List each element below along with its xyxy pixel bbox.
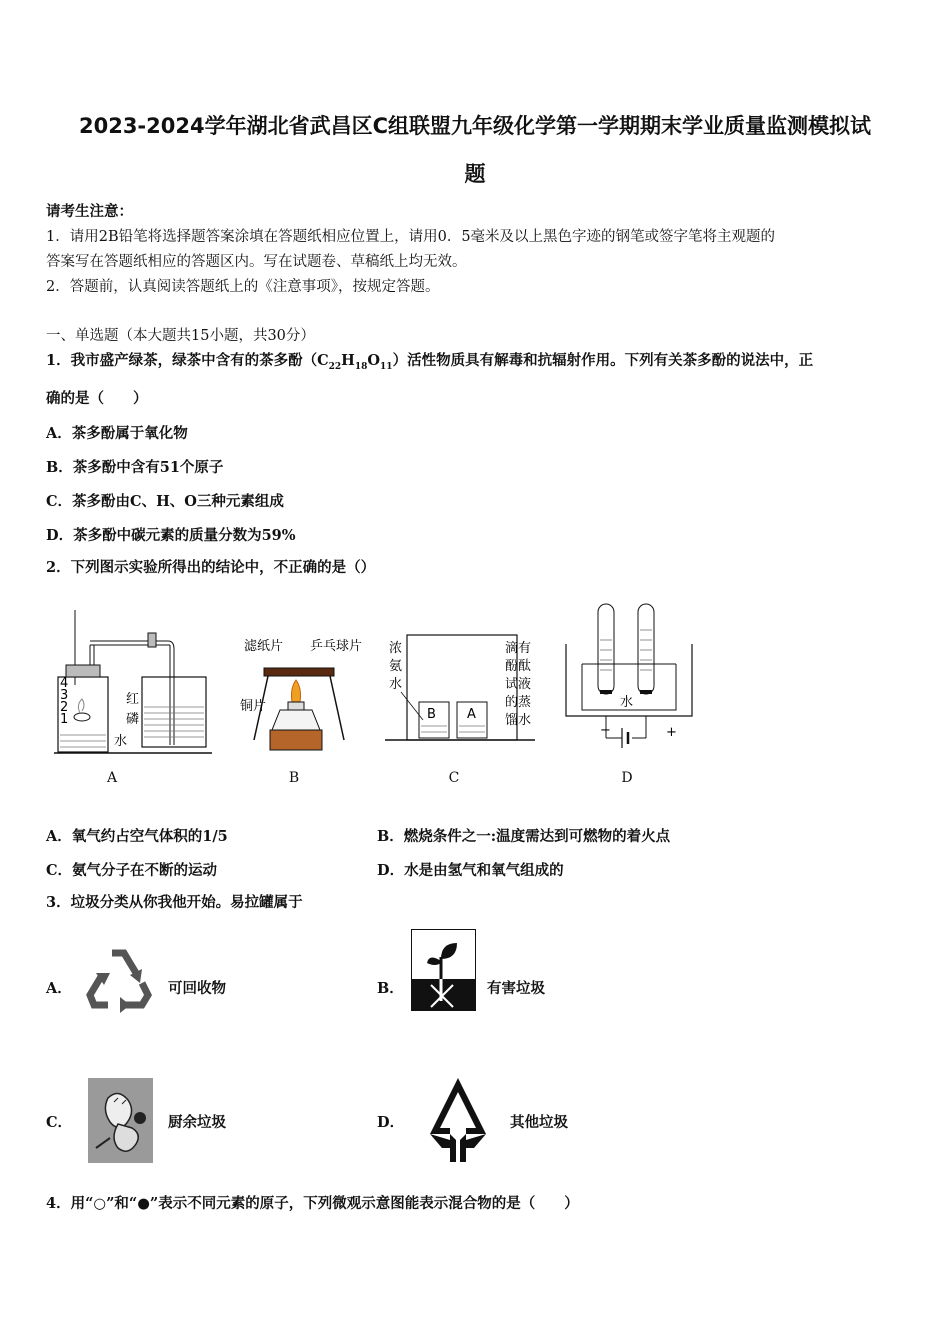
- fig-c-left-3: 水: [389, 677, 403, 692]
- fig-label-a: A: [106, 770, 118, 786]
- figure-c-ammonia: [385, 630, 540, 760]
- q1-formula: $C_{22}H_{18}O_{11}$: [317, 352, 393, 372]
- q1-stem-c: 确的是（ ）: [46, 390, 148, 407]
- fig-c-left-1: 浓: [389, 641, 403, 656]
- q3-option-a-text[interactable]: 可回收物: [168, 980, 226, 997]
- q3-option-d-letter[interactable]: D．: [377, 1114, 405, 1131]
- figure-b-combustion: [240, 630, 380, 760]
- fig-d-label-plus: +: [666, 725, 677, 740]
- q1-option-c[interactable]: C．茶多酚由C、H、O三种元素组成: [46, 493, 284, 510]
- fig-label-c: C: [448, 770, 460, 786]
- figure-a-red-phosphorus: [50, 605, 220, 760]
- q2-option-c[interactable]: C．氨气分子在不断的运动: [46, 862, 218, 879]
- fig-c-right-4: 的蒸: [505, 695, 532, 710]
- q3-option-a-letter[interactable]: A．: [46, 980, 72, 997]
- q3-option-b-letter[interactable]: B．: [377, 980, 404, 997]
- q3-option-b-text[interactable]: 有害垃圾: [487, 980, 545, 997]
- fig-a-tick-1: 1: [60, 712, 69, 727]
- kitchen-waste-icon: [88, 1078, 153, 1163]
- fig-c-right-3: 试液: [505, 677, 532, 692]
- fig-label-b: B: [288, 770, 300, 786]
- fig-c-right-2: 酚酞: [505, 659, 532, 674]
- figure-d-electrolysis: [562, 600, 697, 750]
- q1-option-b[interactable]: B．茶多酚中含有51个原子: [46, 459, 224, 476]
- fig-b-label-pingpong: 乒乓球片: [310, 639, 363, 654]
- section-heading: 一、单选题（本大题共15小题，共30分）: [46, 328, 315, 344]
- fig-b-label-filter: 滤纸片: [244, 639, 284, 654]
- q4-stem: 4．用“○”和“●”表示不同元素的原子，下列微观示意图能表示混合物的是（ ）: [46, 1195, 579, 1212]
- q1-option-a[interactable]: A．茶多酚属于氧化物: [46, 425, 188, 442]
- fig-a-tick-4: 4: [60, 676, 69, 691]
- q1-stem-a: 1．我市盛产绿茶，绿茶中含有的茶多酚（: [46, 352, 318, 369]
- fig-c-right-5: 馏水: [505, 713, 532, 728]
- fig-a-tick-3: 3: [60, 688, 69, 703]
- q3-option-c-text[interactable]: 厨余垃圾: [168, 1114, 226, 1131]
- fig-a-label-water: 水: [114, 734, 128, 749]
- fig-a-label-p: 磷: [126, 712, 140, 727]
- q2-option-d[interactable]: D．水是由氢气和氧气组成的: [377, 862, 564, 879]
- fig-d-label-minus: −: [600, 723, 611, 738]
- fig-b-label-copper: 铜片: [240, 699, 267, 714]
- q2-option-b[interactable]: B．燃烧条件之一:温度需达到可燃物的着火点: [377, 828, 671, 845]
- q3-option-c-letter[interactable]: C．: [46, 1114, 73, 1131]
- notice-item2: 2．答题前，认真阅读答题纸上的《注意事项》，按规定答题。: [46, 279, 440, 295]
- fig-d-label-water: 水: [620, 695, 634, 710]
- fig-label-d: D: [621, 770, 633, 786]
- page-title-line2: 题: [464, 162, 486, 186]
- q2-option-a[interactable]: A．氧气约占空气体积的1/5: [46, 828, 228, 845]
- page-title-line1: 2023-2024学年湖北省武昌区C组联盟九年级化学第一学期期末学业质量监测模拟试: [78, 114, 872, 138]
- hazardous-waste-icon: [411, 929, 476, 1011]
- fig-a-label-red: 红: [126, 692, 140, 707]
- fig-c-beaker-b: B: [427, 707, 436, 722]
- q1-stem: [46, 351, 813, 377]
- q3-option-d-text[interactable]: 其他垃圾: [510, 1114, 568, 1131]
- fig-a-tick-2: 2: [60, 700, 69, 715]
- notice-item1a: 1．请用2B铅笔将选择题答案涂填在答题纸相应位置上，请用0．5毫米及以上黑色字迹的钢笔或签字笔将主观题的: [46, 229, 776, 245]
- q3-stem: 3．垃圾分类从你我他开始。易拉罐属于: [46, 894, 303, 911]
- notice-heading: 请考生注意：: [46, 203, 133, 220]
- fig-c-beaker-a: A: [467, 707, 476, 722]
- recycle-icon: [84, 943, 156, 1015]
- q1-stem-b: ）活性物质具有解毒和抗辐射作用。下列有关茶多酚的说法中，正: [392, 352, 814, 369]
- q2-stem: 2．下列图示实验所得出的结论中，不正确的是（）: [46, 559, 376, 576]
- q1-option-d[interactable]: D．茶多酚中碳元素的质量分数为59%: [46, 527, 296, 544]
- fig-c-right-1: 滴有: [505, 641, 532, 656]
- notice-item1b: 答案写在答题纸相应的答题区内。写在试题卷、草稿纸上均无效。: [46, 254, 467, 270]
- fig-c-left-2: 氨: [389, 659, 403, 674]
- other-waste-icon: [424, 1074, 492, 1164]
